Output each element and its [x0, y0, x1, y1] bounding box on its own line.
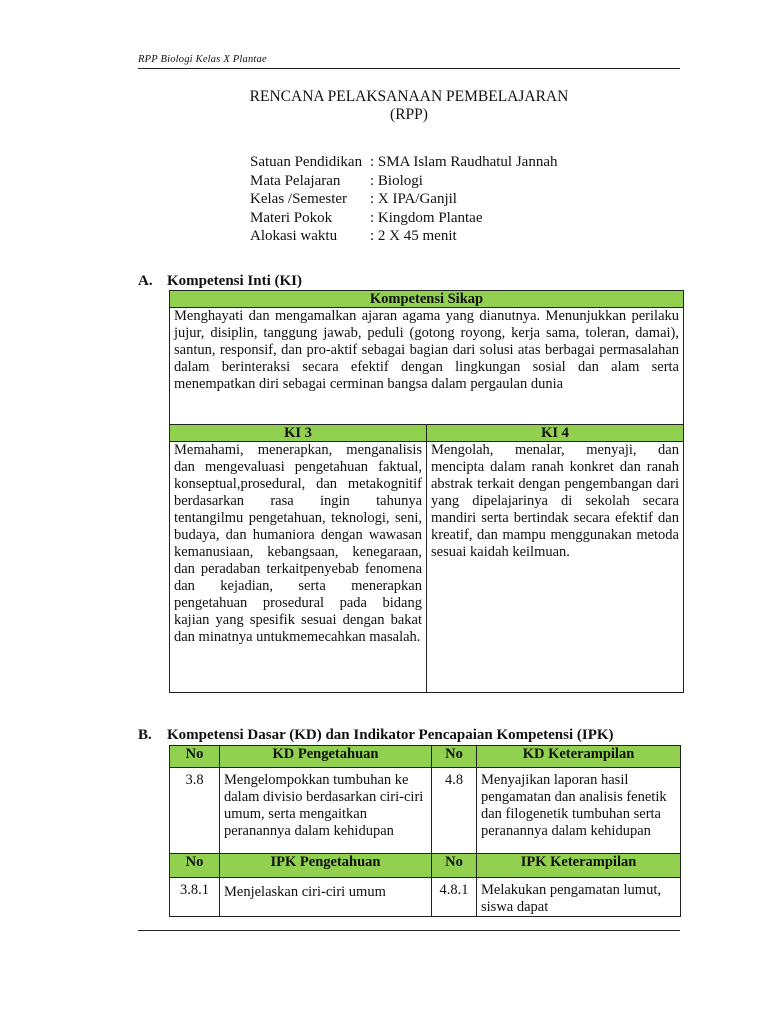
ipk-header-keterampilan: IPK Keterampilan — [477, 854, 681, 878]
identity-row — [250, 227, 558, 246]
identity-block — [250, 153, 558, 246]
footer-rule — [138, 930, 680, 931]
section-b-heading — [138, 727, 614, 744]
kompetensi-inti-table — [169, 290, 684, 693]
sikap-text: Menghayati dan mengamalkan ajaran agama yang dianutnya. Menunjukkan perilaku jujur, disiplin, tanggung jawab, peduli (gotong royong, kerja sama, toleran, damai), santun, responsif, dan pro-aktif sebagai bagian dari solusi atas berbagai permasalahan dalam berinteraksi secara efektif dengan lingkungan sosial dan alam serta menempatkan diri sebagai cerminan bangsa dalam pergaulan dunia — [170, 308, 684, 425]
kd-header-no: No — [432, 746, 477, 768]
ipk-header-no: No — [170, 854, 220, 878]
kd-header-keterampilan: KD Keterampilan — [477, 746, 681, 768]
kd-keterampilan-text: Menyajikan laporan hasil pengamatan dan analisis fenetik dan filogenetik tumbuhan serta peranannya dalam kehidupan — [477, 768, 681, 854]
ki3-header: KI 3 — [170, 425, 427, 442]
running-head: RPP Biologi Kelas X Plantae — [138, 54, 267, 65]
kd-pengetahuan-text: Mengelompokkan tumbuhan ke dalam divisio berdasarkan ciri-ciri umum, serta mengaitkan peranannya dalam kehidupan — [220, 768, 432, 854]
header-rule — [138, 68, 680, 69]
document-title — [138, 88, 680, 124]
title-line-1: RENCANA PELAKSANAAN PEMBELAJARAN — [249, 88, 569, 105]
identity-label: Kelas /Semester — [250, 191, 348, 207]
identity-row — [250, 172, 558, 191]
ipk-header-no: No — [432, 854, 477, 878]
ipk-header-pengetahuan: IPK Pengetahuan — [220, 854, 432, 878]
identity-row — [250, 209, 558, 228]
identity-label: Materi Pokok — [250, 209, 333, 226]
identity-label: Mata Pelajaran — [250, 172, 341, 189]
identity-row — [250, 153, 558, 172]
section-a-title: Kompetensi Inti (KI) — [167, 273, 302, 289]
kd-ipk-table — [169, 745, 681, 917]
ki3-text: Memahami, menerapkan, menganalisis dan mengevaluasi pengetahuan faktual, konseptual,prosedural, dan metakognitif berdasarkan rasa ingin tahunya tentangilmu pengetahuan, teknologi, seni, budaya, dan humaniora dengan wawasan kemanusiaan, kebangsaan, kenegaraan, dan peradaban terkaitpenyebab fenomena dan kejadian, serta menerapkan pengetahuan prosedural pada bidang kajian yang spesifik sesuai dengan bakat dan minatnya untukmemecahkan masalah. — [170, 442, 427, 693]
ipk-keterampilan-text: Melakukan pengamatan lumut, siswa dapat — [477, 878, 681, 917]
identity-value: : SMA Islam Raudhatul Jannah — [370, 154, 558, 170]
kd-header-pengetahuan: KD Pengetahuan — [220, 746, 432, 768]
kd-no-pengetahuan: 3.8 — [170, 768, 220, 854]
section-b-letter: B. — [138, 727, 152, 743]
title-line-2: (RPP) — [390, 106, 428, 123]
identity-value: : X IPA/Ganjil — [370, 191, 457, 207]
identity-value: : Biologi — [370, 172, 423, 189]
kd-header-no: No — [170, 746, 220, 768]
ki4-text: Mengolah, menalar, menyaji, dan mencipta dalam ranah konkret dan ranah abstrak terkait dengan pengembangan dari yang dipelajarinya di sekolah secara mandiri serta bertindak secara efektif dan kreatif, dan mampu menggunakan metoda sesuai kaidah keilmuan. — [427, 442, 684, 693]
kd-no-keterampilan: 4.8 — [432, 768, 477, 854]
section-a-heading — [138, 273, 302, 290]
identity-value: : Kingdom Plantae — [370, 209, 483, 226]
ipk-no-keterampilan: 4.8.1 — [432, 878, 477, 917]
identity-label: Satuan Pendidikan — [250, 154, 363, 170]
identity-row — [250, 190, 558, 209]
ki4-header: KI 4 — [427, 425, 684, 442]
identity-value: : 2 X 45 menit — [370, 228, 457, 244]
section-b-title: Kompetensi Dasar (KD) dan Indikator Pencapaian Kompetensi (IPK) — [167, 727, 614, 743]
ipk-pengetahuan-text: Menjelaskan ciri-ciri umum — [220, 878, 432, 917]
sikap-header: Kompetensi Sikap — [170, 291, 684, 308]
identity-label: Alokasi waktu — [250, 228, 338, 244]
section-a-letter: A. — [138, 273, 153, 289]
ipk-no-pengetahuan: 3.8.1 — [170, 878, 220, 917]
